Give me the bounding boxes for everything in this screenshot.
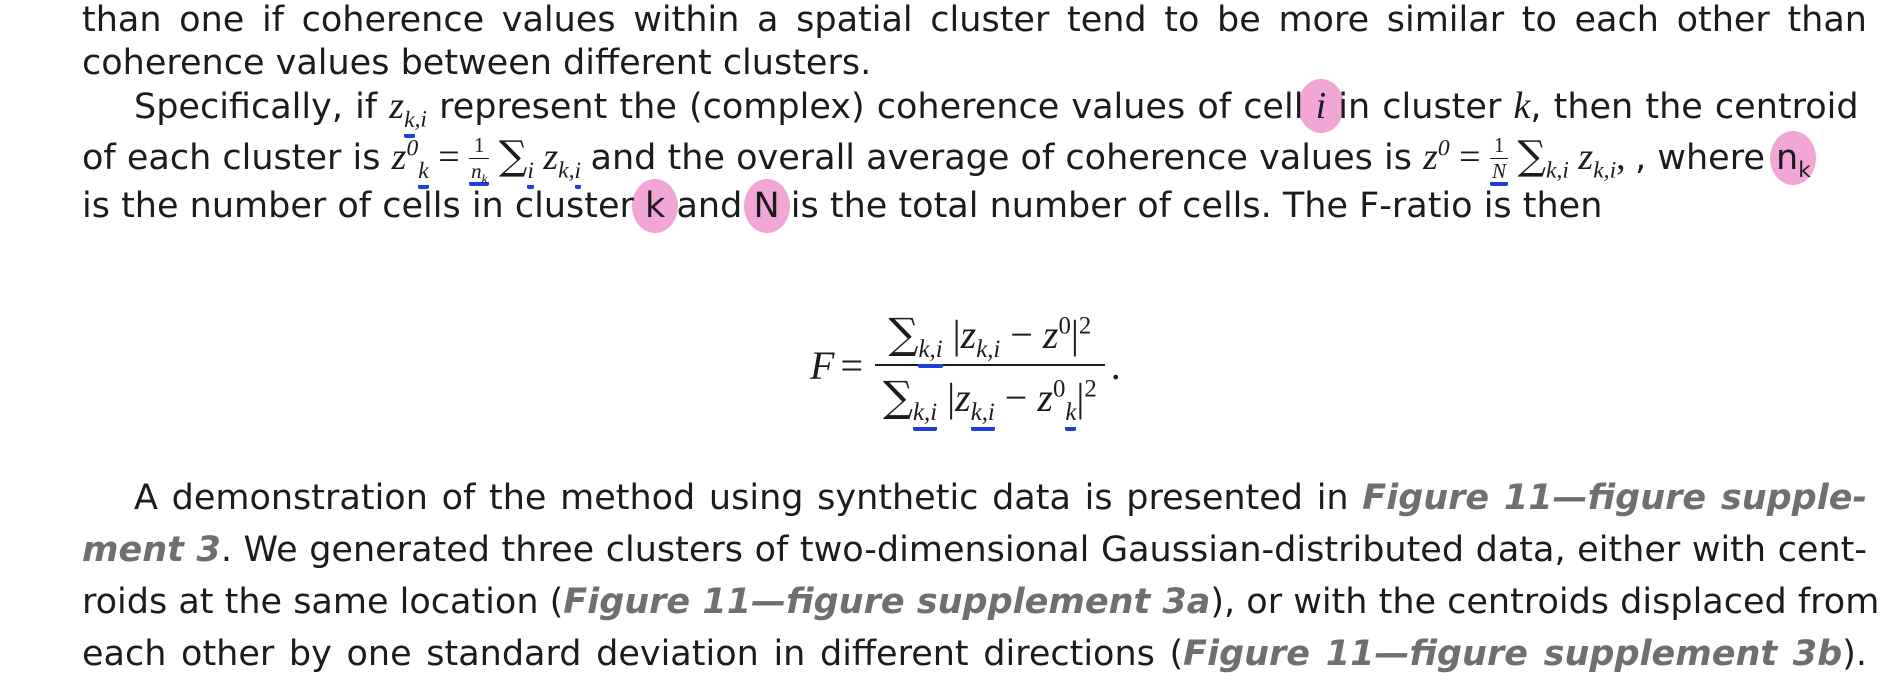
fraction-numerator: 1 [469, 135, 489, 159]
text-run: ). [1842, 634, 1867, 674]
figure-reference[interactable]: Figure 11—figure supplement 3b [1183, 634, 1843, 674]
math-symbol: | [952, 312, 961, 357]
f-ratio-numerator [875, 309, 1105, 366]
sum-symbol: ∑ [498, 133, 528, 179]
text-run: roids at the same location ( [82, 582, 564, 622]
text-run: and the overall average of coherence values is [590, 138, 1412, 178]
math-symbol: = [840, 342, 863, 388]
math-subscript: i [993, 336, 1001, 363]
figure-reference[interactable]: ment 3 [82, 530, 221, 570]
fraction-denominator: n [471, 158, 482, 183]
math-symbol: = [1459, 136, 1481, 178]
text-run: Specifically, if [134, 87, 378, 127]
math-superscript: 0 [1437, 135, 1450, 162]
math-symbol: | [947, 375, 956, 420]
text-run: is the number of cells in cluster [82, 186, 634, 226]
math-subscript: k [1798, 158, 1811, 183]
sum-symbol: ∑ [888, 309, 919, 358]
sum-symbol: ∑ [883, 372, 913, 421]
math-superscript: 0 [1058, 312, 1071, 340]
math-symbol: , [1616, 136, 1626, 178]
math-subscript: i [575, 158, 582, 189]
math-subscript: i [987, 399, 995, 426]
math-subscript: k [404, 107, 414, 138]
math-k: k [1513, 85, 1531, 127]
paragraph-line-4 [82, 130, 1867, 186]
math-symbol: z [391, 136, 407, 178]
text-run: than one if coherence values within a spatial cluster tend to be more similar to each other than [82, 0, 1867, 40]
fraction-numerator: 1 [1490, 135, 1508, 159]
text-run: , then the centroid [1530, 87, 1859, 127]
math-symbol: , [981, 399, 988, 426]
text-run: of each cluster is [82, 138, 381, 178]
math-symbol: . [1110, 342, 1121, 388]
math-subscript: i [935, 336, 943, 363]
math-symbol: − [1004, 375, 1028, 420]
math-symbol: , [929, 336, 936, 363]
math-symbol: , [987, 336, 994, 363]
paragraph-line-7 [82, 524, 1867, 576]
math-subscript: k [1065, 399, 1076, 431]
math-symbol: z [960, 312, 977, 357]
math-symbol: z [955, 375, 971, 420]
fraction-denominator: N [1490, 159, 1508, 186]
highlighted-N: N [753, 186, 780, 226]
text-run: each other by one standard deviation in different directions ( [82, 634, 1184, 674]
math-superscript: 0 [406, 135, 419, 162]
math-subscript: k [481, 170, 488, 186]
fraction [469, 132, 489, 186]
paragraph-line-5 [82, 180, 1867, 232]
sum-symbol: ∑ [1517, 133, 1547, 179]
figure-reference[interactable]: Figure 11—figure supplement 3a [563, 582, 1211, 622]
math-symbol: z [389, 85, 405, 127]
text-run: represent the (complex) coherence values of cell [439, 87, 1304, 127]
text-run: in cluster [1338, 87, 1502, 127]
f-ratio-denominator [875, 366, 1105, 426]
math-symbol: F [810, 342, 835, 388]
math-symbol: , [568, 157, 575, 184]
paragraph-line-3 [82, 80, 1867, 133]
math-symbol: , [414, 106, 421, 133]
f-ratio-fraction [875, 309, 1105, 426]
math-symbol: | [1076, 375, 1085, 420]
math-symbol: z [1037, 375, 1053, 420]
figure-reference[interactable]: Figure 11—figure supple- [1362, 478, 1867, 518]
math-superscript: 2 [1078, 312, 1092, 340]
text-run: coherence values between different clusters. [82, 43, 872, 83]
math-subscript: i [527, 158, 534, 189]
math-subscript: k [418, 158, 428, 189]
text-run: , where [1635, 138, 1765, 178]
math-subscript: k [976, 336, 988, 363]
highlighted-k: k [645, 186, 666, 226]
math-overall-average [1423, 132, 1635, 184]
math-symbol: z [543, 136, 559, 178]
highlighted-n-k [1776, 138, 1811, 183]
math-subscript: i [420, 106, 427, 133]
math-superscript: 2 [1084, 375, 1097, 403]
math-symbol: − [1010, 312, 1033, 357]
math-subscript: i [1609, 157, 1617, 184]
math-symbol: z [1578, 136, 1594, 178]
math-subscript: k [1593, 157, 1604, 184]
math-symbol: | [1070, 312, 1079, 357]
math-z-k-i [389, 85, 427, 133]
math-symbol: z [1042, 312, 1059, 357]
math-symbol: , [924, 399, 931, 426]
math-subscript: k [970, 399, 982, 426]
text-run: and [676, 186, 743, 226]
math-symbol: z [1423, 136, 1438, 178]
math-subscript: i [1562, 157, 1569, 184]
math-subscript: i [930, 399, 938, 426]
text-run: . We generated three clusters of two-dimensional Gaussian-distributed data, either with cent- [220, 530, 1867, 570]
math-subscript: k [558, 157, 569, 184]
fraction [1490, 132, 1508, 186]
highlighted-i: i [1315, 85, 1327, 127]
math-symbol: = [438, 136, 460, 178]
text-run: is the total number of cells. The F-ratio is then [790, 186, 1603, 226]
paragraph-line-9 [82, 628, 1867, 680]
math-centroid [391, 132, 591, 186]
f-ratio-equation [810, 295, 1121, 435]
math-symbol: , [1603, 157, 1610, 184]
math-symbol: , [1556, 157, 1563, 184]
paragraph-line-8 [82, 576, 1880, 628]
math-subscript: k [912, 399, 924, 426]
math-subscript: k [1546, 157, 1557, 184]
text-run: ), or with the centroids displaced from [1210, 582, 1880, 622]
text-run: A demonstration of the method using synthetic data is presented in [134, 478, 1349, 518]
math-subscript: k [918, 336, 930, 363]
paragraph-line-6 [82, 472, 1867, 524]
math-superscript: 0 [1052, 375, 1066, 403]
math-symbol: n [1776, 138, 1799, 178]
